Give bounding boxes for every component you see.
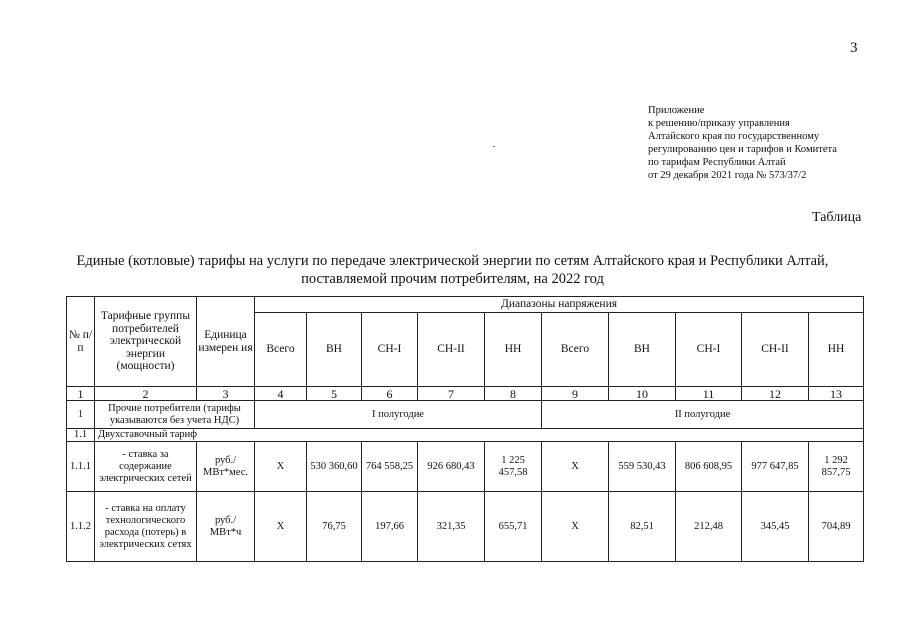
scan-speck	[493, 146, 495, 147]
column-number: 9	[542, 387, 609, 401]
column-number: 8	[485, 387, 542, 401]
row-label: - ставка на оплату технологического расхода (потерь) в электрических сетях	[95, 492, 197, 562]
cell-value: 926 680,43	[418, 442, 485, 492]
appendix-line: к решению/приказу управления	[648, 118, 790, 129]
row-unit: руб./ МВт*мес.	[197, 442, 255, 492]
header-num: № п/п	[67, 297, 95, 387]
title-line-2: поставляемой прочим потребителям, на 2022 год	[301, 271, 604, 287]
cell-value: 76,75	[307, 492, 362, 562]
column-number: 10	[609, 387, 676, 401]
document-title	[40, 252, 865, 288]
header-col: Всего	[255, 313, 307, 387]
column-number: 5	[307, 387, 362, 401]
column-number: 4	[255, 387, 307, 401]
first-half-label: I полугодие	[255, 401, 542, 429]
cell-value: 764 558,25	[362, 442, 418, 492]
cell-value: Х	[542, 442, 609, 492]
cell-value: 345,45	[742, 492, 809, 562]
appendix-note	[648, 104, 837, 182]
row-num: 1.1.1	[67, 442, 95, 492]
group-label: Прочие потребители (тарифы указываются без учета НДС)	[95, 401, 255, 429]
header-col: НН	[485, 313, 542, 387]
column-number: 12	[742, 387, 809, 401]
cell-value: Х	[255, 492, 307, 562]
column-number: 3	[197, 387, 255, 401]
cell-value: 321,35	[418, 492, 485, 562]
group-num: 1	[67, 401, 95, 429]
column-number: 6	[362, 387, 418, 401]
cell-value: 704,89	[809, 492, 864, 562]
cell-value: Х	[255, 442, 307, 492]
cell-value: 530 360,60	[307, 442, 362, 492]
column-number: 7	[418, 387, 485, 401]
header-col: СН-I	[676, 313, 742, 387]
tariff-table-wrapper	[66, 296, 864, 562]
cell-value: 655,71	[485, 492, 542, 562]
cell-value: 82,51	[609, 492, 676, 562]
cell-value: 212,48	[676, 492, 742, 562]
row-label: - ставка за содержание электрических сетей	[95, 442, 197, 492]
header-col: НН	[809, 313, 864, 387]
cell-value: 806 608,95	[676, 442, 742, 492]
column-number: 13	[809, 387, 864, 401]
appendix-line: Алтайского края по государственному	[648, 131, 820, 142]
appendix-line: по тарифам Республики Алтай	[648, 157, 786, 168]
section-label: Двухставочный тариф	[95, 429, 864, 442]
header-col: ВН	[609, 313, 676, 387]
appendix-line: Приложение	[648, 105, 705, 116]
header-col: ВН	[307, 313, 362, 387]
section-num: 1.1	[67, 429, 95, 442]
header-col: СН-I	[362, 313, 418, 387]
cell-value: 197,66	[362, 492, 418, 562]
cell-value: 977 647,85	[742, 442, 809, 492]
second-half-label: II полугодие	[542, 401, 864, 429]
cell-value: 1 225 457,58	[485, 442, 542, 492]
column-number: 2	[95, 387, 197, 401]
cell-value: 559 530,43	[609, 442, 676, 492]
table-label: Таблица	[812, 210, 862, 225]
header-col: СН-II	[742, 313, 809, 387]
row-num: 1.1.2	[67, 492, 95, 562]
header-col: СН-II	[418, 313, 485, 387]
appendix-line: от 29 декабря 2021 года № 573/37/2	[648, 170, 807, 181]
header-unit: Единица измерен ия	[197, 297, 255, 387]
page-number: 3	[850, 40, 858, 56]
row-unit: руб./ МВт*ч	[197, 492, 255, 562]
appendix-line: регулированию цен и тарифов и Комитета	[648, 144, 837, 155]
tariff-table	[66, 296, 864, 562]
cell-value: Х	[542, 492, 609, 562]
column-number: 1	[67, 387, 95, 401]
header-tariff-groups: Тарифные группы потребителей электрической энергии (мощности)	[95, 297, 197, 387]
column-number: 11	[676, 387, 742, 401]
cell-value: 1 292 857,75	[809, 442, 864, 492]
title-line-1: Единые (котловые) тарифы на услуги по передаче электрической энергии по сетям Алтайского края и Республики Алтай,	[76, 253, 829, 269]
header-voltage-ranges: Диапазоны напряжения	[255, 297, 864, 313]
header-col: Всего	[542, 313, 609, 387]
